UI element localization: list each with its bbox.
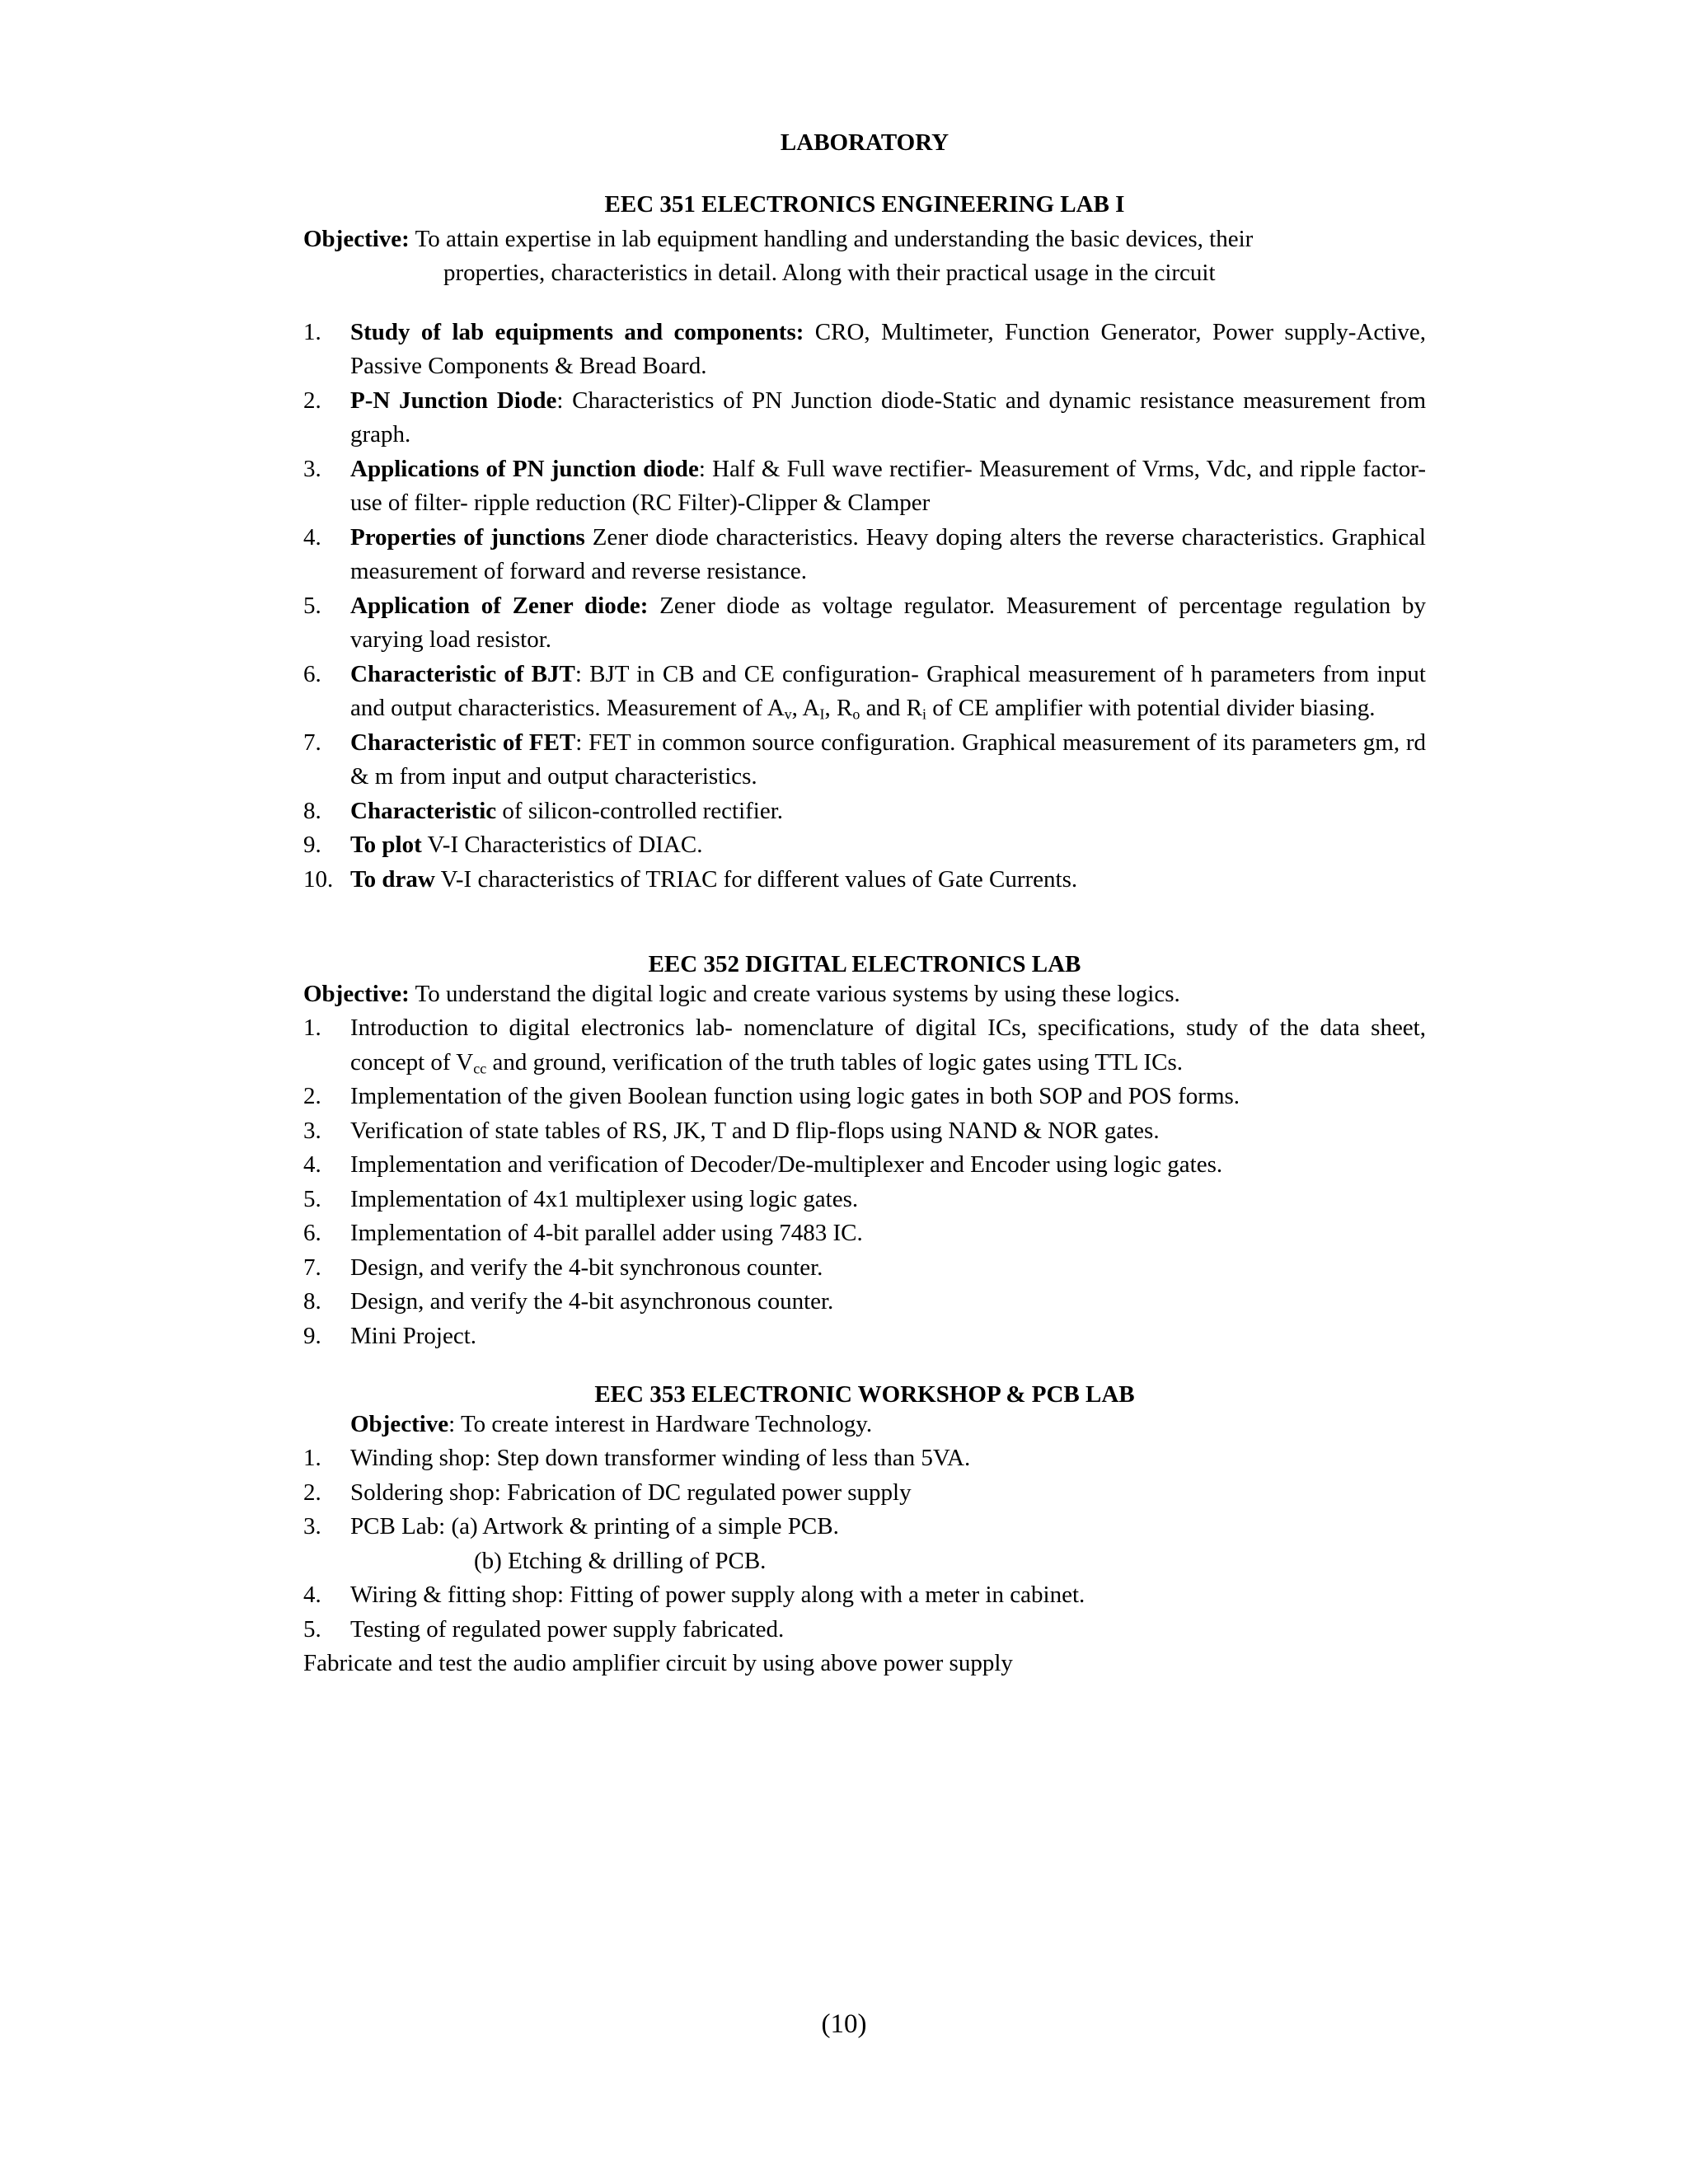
subscript: o: [852, 705, 860, 723]
item-text: , A: [791, 695, 820, 721]
list-item: [303, 1183, 1426, 1217]
objective-text-continued: properties, characteristics in detail. Along with their practical usage in the circuit: [443, 260, 1216, 286]
objective-label: Objective:: [303, 225, 410, 252]
objective: [303, 223, 1426, 257]
item-heading: Characteristic: [350, 797, 497, 824]
item-number: 5.: [303, 1615, 321, 1643]
page-number: (10): [821, 2009, 867, 2039]
subscript: cc: [473, 1059, 487, 1076]
list-item: [303, 1319, 1426, 1354]
objective-text: To attain expertise in lab equipment handling and understanding the basic devices, their: [415, 225, 1254, 252]
list-item: [303, 1510, 1426, 1578]
list-item: [303, 1216, 1426, 1251]
item-number: 5.: [303, 1185, 321, 1212]
list-item: [303, 1578, 1426, 1613]
item-text: Design, and verify the 4-bit asynchronous counter.: [350, 1288, 834, 1315]
item-number: 3.: [303, 455, 321, 482]
item-text: Zener diode as voltage regulator. Measurement of percentage regulation by varying load resistor.: [350, 592, 1426, 653]
item-heading: Applications of PN junction diode: [350, 455, 699, 482]
item-text: : FET in common source configuration. Graphical measurement of its parameters gm, rd & m from input and output characteristics.: [350, 729, 1426, 790]
objective-label: Objective: [350, 1410, 449, 1437]
item-number: 4.: [303, 1151, 321, 1178]
experiment-list: [303, 316, 1426, 898]
item-text: V-I Characteristics of DIAC.: [421, 832, 703, 858]
item-text: Zener diode characteristics. Heavy doping alters the reverse characteristics. Graphical measurement of forward and reverse resistance.: [350, 523, 1426, 584]
list-item: [303, 658, 1426, 726]
item-number: 4.: [303, 1582, 321, 1608]
list-item: [303, 1080, 1426, 1114]
item-text: : Half & Full wave rectifier- Measurement of Vrms, Vdc, and ripple factor-use of filter- ripple reduction (RC Filter)-Clipper & Clamper: [350, 455, 1426, 516]
subscript: I: [819, 705, 825, 723]
objective: [303, 1408, 1426, 1442]
item-text: Verification of state tables of RS, JK, T and D flip-flops using NAND & NOR gates.: [350, 1117, 1160, 1144]
item-text: Testing of regulated power supply fabricated.: [350, 1615, 785, 1643]
item-heading: To draw: [350, 865, 435, 893]
item-text: V-I characteristics of TRIAC for different values of Gate Currents.: [434, 865, 1078, 893]
item-text: Implementation of 4x1 multiplexer using logic gates.: [350, 1185, 859, 1212]
list-item: [303, 384, 1426, 452]
item-number: 2.: [303, 1083, 321, 1109]
page-heading: LABORATORY: [780, 129, 950, 156]
item-heading: Characteristic of BJT: [350, 660, 575, 687]
item-text: PCB Lab: (a) Artwork & printing of a simple PCB.: [350, 1513, 839, 1540]
item-number: 8.: [303, 797, 321, 824]
list-item: [303, 1441, 1426, 1476]
item-heading: Study of lab equipments and components:: [350, 318, 804, 345]
item-text: and ground, verification of the truth tables of logic gates using TTL ICs.: [486, 1048, 1184, 1076]
list-item: [303, 521, 1426, 589]
item-number: 5.: [303, 592, 321, 619]
list-item: [303, 863, 1426, 898]
item-heading: To plot: [350, 832, 422, 858]
item-number: 2.: [303, 1479, 321, 1506]
item-text: : Characteristics of PN Junction diode-Static and dynamic resistance measurement from graph.: [350, 387, 1427, 448]
list-item: [303, 1476, 1426, 1511]
objective-label: Objective:: [303, 980, 410, 1007]
list-item: [303, 1011, 1426, 1080]
item-text: Design, and verify the 4-bit synchronous counter.: [350, 1254, 823, 1281]
item-text: CRO, Multimeter, Function Generator, Power supply-Active, Passive Components & Bread Board.: [350, 318, 1426, 379]
item-number: 7.: [303, 1254, 321, 1281]
list-item: [303, 828, 1426, 863]
list-item: [303, 794, 1426, 829]
item-number: 6.: [303, 660, 321, 687]
item-text: Implementation of the given Boolean function using logic gates in both SOP and POS forms.: [350, 1083, 1240, 1109]
experiment-list: [303, 1011, 1426, 1353]
item-number: 6.: [303, 1220, 321, 1246]
section-eec351: [303, 188, 1426, 897]
item-text: of silicon-controlled rectifier.: [496, 797, 784, 824]
item-number: 3.: [303, 1117, 321, 1144]
item-number: 7.: [303, 729, 321, 756]
item-text: Mini Project.: [350, 1322, 477, 1349]
list-item: [303, 1114, 1426, 1149]
item-number: 1.: [303, 1445, 321, 1471]
section-eec353: [303, 1378, 1426, 1681]
item-number: 9.: [303, 1322, 321, 1349]
item-text: and R: [860, 695, 923, 721]
item-text: Wiring & fitting shop: Fitting of power supply along with a meter in cabinet.: [350, 1582, 1085, 1608]
list-item: [303, 726, 1426, 794]
section-eec352: [303, 948, 1426, 1353]
list-item: [303, 1251, 1426, 1286]
item-text: Implementation and verification of Decoder/De-multiplexer and Encoder using logic gates.: [350, 1151, 1223, 1178]
subscript: v: [784, 705, 792, 723]
item-text: Soldering shop: Fabrication of DC regulated power supply: [350, 1479, 912, 1506]
experiment-list: [303, 1441, 1426, 1647]
item-heading: Properties of junctions: [350, 523, 585, 551]
objective: [303, 977, 1426, 1012]
item-number: 4.: [303, 523, 321, 551]
section-title: EEC 351 ELECTRONICS ENGINEERING LAB I: [604, 191, 1125, 218]
list-item: [303, 1285, 1426, 1319]
item-number: 1.: [303, 1015, 321, 1041]
section-title: EEC 353 ELECTRONIC WORKSHOP & PCB LAB: [594, 1381, 1135, 1408]
item-number: 3.: [303, 1513, 321, 1540]
section-title: EEC 352 DIGITAL ELECTRONICS LAB: [648, 951, 1081, 977]
item-number: 9.: [303, 832, 321, 858]
item-text: Implementation of 4-bit parallel adder using 7483 IC.: [350, 1220, 863, 1246]
item-number: 8.: [303, 1288, 321, 1315]
item-heading: Characteristic of FET: [350, 729, 576, 756]
list-item: [303, 589, 1426, 658]
item-sub-line: (b) Etching & drilling of PCB.: [474, 1547, 767, 1574]
subscript: i: [922, 705, 927, 723]
item-text: : BJT in CB and CE configuration- Graphical measurement of h parameters from input and output characteristics. Measurement of A: [350, 660, 1426, 721]
objective-text: : To create interest in Hardware Technology.: [448, 1410, 873, 1437]
item-number: 10.: [303, 865, 334, 893]
list-item: [303, 1613, 1426, 1647]
item-text: Introduction to digital electronics lab- nomenclature of digital ICs, specifications, study of the data sheet, concept of V: [350, 1015, 1426, 1076]
list-item: [303, 1148, 1426, 1183]
item-heading: Application of Zener diode:: [350, 592, 649, 619]
objective-text: To understand the digital logic and create various systems by using these logics.: [409, 980, 1180, 1007]
list-item: [303, 452, 1426, 521]
item-number: 1.: [303, 318, 321, 345]
closing-note: Fabricate and test the audio amplifier circuit by using above power supply: [303, 1650, 1013, 1676]
item-heading: P-N Junction Diode: [350, 387, 557, 414]
item-number: 2.: [303, 387, 321, 414]
item-text: , R: [824, 695, 853, 721]
item-text: of CE amplifier with potential divider biasing.: [926, 695, 1376, 721]
list-item: [303, 316, 1426, 384]
item-text: Winding shop: Step down transformer winding of less than 5VA.: [350, 1445, 971, 1471]
